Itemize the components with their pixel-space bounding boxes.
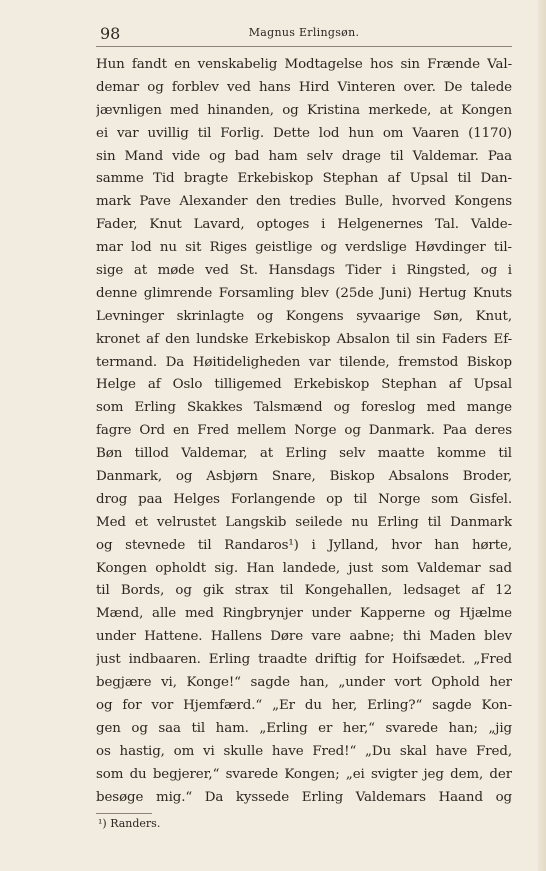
- text-line: som Erling Skakkes Talsmænd og foreslog med mange: [96, 400, 512, 416]
- text-line: Bøn tillod Valdemar, at Erling selv maatte komme til: [96, 446, 512, 462]
- text-line: begjære vi, Konge!“ sagde han, „under vort Ophold her: [96, 675, 512, 691]
- footnote-rule: [96, 813, 152, 814]
- text-line: Hun fandt en venskabelig Modtagelse hos sin Frænde Val-: [96, 57, 512, 72]
- text-line: termand. Da Høitideligheden var tilende, fremstod Biskop: [96, 354, 512, 370]
- text-line: og for vor Hjemfærd.“ „Er du her, Erling?“ sagde Kon-: [96, 697, 512, 713]
- text-line: sige at møde ved St. Hansdags Tider i Ringsted, og i: [96, 263, 512, 279]
- page-number: 98: [100, 24, 121, 43]
- text-line: og stevnede til Randaros¹) i Jylland, hvor han hørte,: [96, 537, 512, 553]
- text-line: til Bords, og gik strax til Kongehallen, ledsaget af 12: [96, 583, 512, 599]
- text-line: Levninger skrinlagte og Kongens syvaarige Søn, Knut,: [96, 308, 512, 324]
- page-header: [96, 24, 512, 47]
- text-line: os hastig, om vi skulle have Fred!“ „Du skal have Fred,: [96, 743, 512, 759]
- text-line: Med et velrustet Langskib seilede nu Erling til Danmark: [96, 514, 512, 530]
- text-line: sin Mand vide og bad ham selv drage til Valdemar. Paa: [96, 148, 512, 164]
- text-line: jævnligen med hinanden, og Kristina merkede, at Kongen: [96, 102, 512, 118]
- page-edge: [538, 0, 546, 871]
- text-line: Danmark, og Asbjørn Snare, Biskop Absalons Broder,: [96, 469, 512, 485]
- text-line: mar lod nu sit Riges geistlige og verdslige Høvdinger til-: [96, 240, 512, 256]
- text-line: under Hattene. Hallens Døre vare aabne; thi Maden blev: [96, 629, 512, 645]
- text-line: Helge af Oslo tilligemed Erkebiskop Stephan af Upsal: [96, 377, 512, 393]
- text-line: ei var uvillig til Forlig. Dette lod hun om Vaaren (1170): [96, 125, 512, 141]
- running-head: Magnus Erlingsøn.: [248, 26, 360, 39]
- text-line: Mænd, alle med Ringbrynjer under Kapperne og Hjælme: [96, 606, 512, 622]
- text-line: Kongen opholdt sig. Han landede, just som Valdemar sad: [96, 560, 512, 576]
- text-line: mark Pave Alexander den tredies Bulle, hvorved Kongens: [96, 194, 512, 210]
- text-line: som du begjerer,“ svarede Kongen; „ei svigter jeg dem, der: [96, 766, 512, 782]
- text-line: demar og forblev ved hans Hird Vinteren over. De talede: [96, 79, 512, 95]
- text-line: Fader, Knut Lavard, optoges i Helgenernes Tal. Valde-: [96, 217, 512, 233]
- text-line: just indbaaren. Erling traadte driftig for Hoifsædet. „Fred: [96, 652, 512, 668]
- text-line: gen og saa til ham. „Erling er her,“ svarede han; „jig: [96, 720, 512, 736]
- footnote: ¹) Randers.: [98, 817, 161, 831]
- body-text: [96, 54, 512, 809]
- text-line: samme Tid bragte Erkebiskop Stephan af Upsal til Dan-: [96, 171, 512, 187]
- text-line: fagre Ord en Fred mellem Norge og Danmark. Paa deres: [96, 423, 512, 439]
- text-line: drog paa Helges Forlangende op til Norge som Gisfel.: [96, 491, 512, 507]
- text-line: denne glimrende Forsamling blev (25de Juni) Hertug Knuts: [96, 285, 512, 301]
- text-line: besøge mig.“ Da kyssede Erling Valdemars Haand og: [96, 789, 512, 805]
- text-line: kronet af den lundske Erkebiskop Absalon til sin Faders Ef-: [96, 331, 512, 347]
